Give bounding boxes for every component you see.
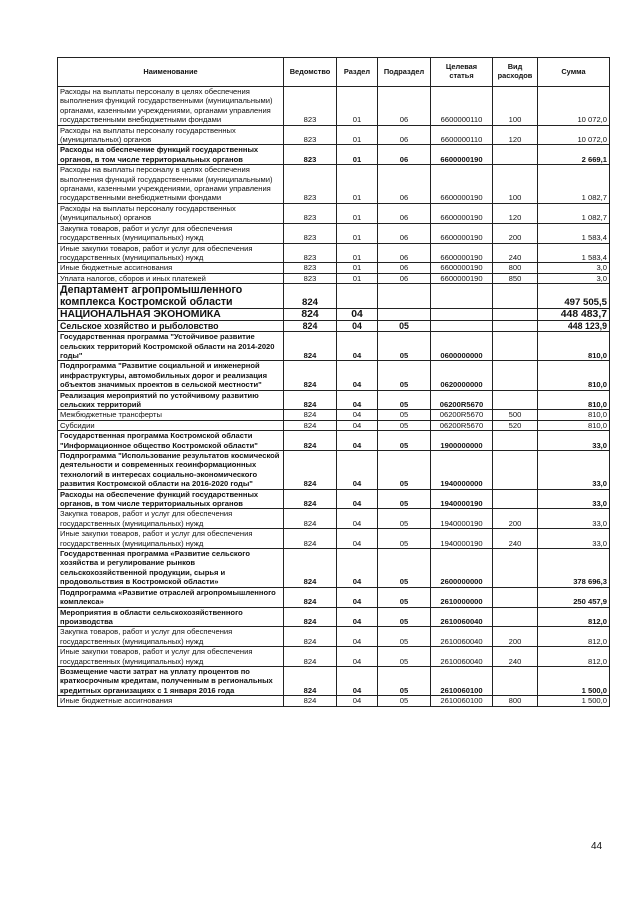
budget-table [57, 57, 610, 707]
header-amount: Сумма [538, 58, 610, 87]
table-row [58, 87, 610, 126]
cell-amount: 10 072,0 [538, 125, 610, 145]
table-row [58, 529, 610, 549]
cell-dept: 823 [284, 223, 337, 243]
table-row [58, 549, 610, 588]
cell-section: 04 [337, 587, 378, 607]
cell-amount: 812,0 [538, 627, 610, 647]
cell-dept: 823 [284, 165, 337, 204]
cell-exptype [493, 587, 538, 607]
cell-section: 04 [337, 309, 378, 321]
cell-target: 2610060040 [431, 607, 493, 627]
cell-dept: 824 [284, 696, 337, 706]
header-section: Раздел [337, 58, 378, 87]
cell-name: Расходы на выплаты персоналу в целях обеспечения выполнения функций государственными (муниципальными) органами, казенными учреждениями, органами управления государственными внебюджетными фондами [58, 87, 284, 126]
cell-target: 2610060040 [431, 647, 493, 667]
cell-name: Расходы на обеспечение функций государственных органов, в том числе территориальных органов [58, 489, 284, 509]
cell-name: Иные закупки товаров, работ и услуг для обеспечения государственных (муниципальных) нужд [58, 647, 284, 667]
cell-target: 1900000000 [431, 431, 493, 451]
cell-name: Расходы на выплаты персоналу в целях обеспечения выполнения функций государственными (муниципальными) органами, казенными учреждениями, органами управления государственными внебюджетными фондами [58, 165, 284, 204]
cell-subsection: 06 [378, 145, 431, 165]
cell-subsection: 05 [378, 549, 431, 588]
table-row [58, 273, 610, 283]
cell-exptype [493, 361, 538, 390]
cell-amount: 3,0 [538, 263, 610, 273]
cell-exptype [493, 332, 538, 361]
cell-amount: 812,0 [538, 647, 610, 667]
cell-dept: 824 [284, 284, 337, 309]
cell-name: Субсидии [58, 420, 284, 430]
cell-name: Департамент агропромышленного комплекса Костромской области [58, 284, 284, 309]
cell-subsection: 06 [378, 223, 431, 243]
cell-exptype [493, 451, 538, 490]
cell-section: 04 [337, 332, 378, 361]
cell-subsection: 05 [378, 647, 431, 667]
table-row [58, 410, 610, 420]
cell-amount: 33,0 [538, 509, 610, 529]
cell-target: 6600000110 [431, 125, 493, 145]
cell-name: Закупка товаров, работ и услуг для обеспечения государственных (муниципальных) нужд [58, 223, 284, 243]
cell-section: 04 [337, 321, 378, 332]
cell-dept: 824 [284, 390, 337, 410]
cell-name: Закупка товаров, работ и услуг для обеспечения государственных (муниципальных) нужд [58, 627, 284, 647]
cell-exptype: 240 [493, 647, 538, 667]
cell-exptype: 200 [493, 509, 538, 529]
cell-section: 04 [337, 420, 378, 430]
cell-name: Реализация мероприятий по устойчивому развитию сельских территорий [58, 390, 284, 410]
cell-amount: 448 123,9 [538, 321, 610, 332]
cell-dept: 824 [284, 420, 337, 430]
cell-section: 04 [337, 666, 378, 695]
cell-exptype [493, 549, 538, 588]
cell-amount: 33,0 [538, 451, 610, 490]
table-row [58, 431, 610, 451]
cell-target: 6600000190 [431, 145, 493, 165]
cell-target: 06200R5670 [431, 390, 493, 410]
cell-dept: 823 [284, 125, 337, 145]
cell-exptype: 100 [493, 87, 538, 126]
cell-dept: 824 [284, 549, 337, 588]
cell-amount: 812,0 [538, 607, 610, 627]
cell-subsection: 06 [378, 165, 431, 204]
cell-exptype [493, 309, 538, 321]
cell-exptype: 100 [493, 165, 538, 204]
cell-section: 04 [337, 509, 378, 529]
cell-subsection: 05 [378, 451, 431, 490]
cell-subsection: 05 [378, 321, 431, 332]
cell-exptype: 240 [493, 529, 538, 549]
cell-target: 6600000190 [431, 243, 493, 263]
cell-name: Расходы на выплаты персоналу государственных (муниципальных) органов [58, 125, 284, 145]
cell-name: Иные бюджетные ассигнования [58, 263, 284, 273]
table-header-row [58, 58, 610, 87]
cell-dept: 824 [284, 332, 337, 361]
cell-subsection: 05 [378, 587, 431, 607]
header-target: Целевая статья [431, 58, 493, 87]
cell-dept: 824 [284, 529, 337, 549]
cell-section: 04 [337, 647, 378, 667]
cell-dept: 823 [284, 145, 337, 165]
cell-section: 04 [337, 431, 378, 451]
cell-subsection: 05 [378, 410, 431, 420]
cell-section: 01 [337, 203, 378, 223]
cell-amount: 1 082,7 [538, 203, 610, 223]
cell-amount: 810,0 [538, 332, 610, 361]
cell-name: Государственная программа Костромской области "Информационное общество Костромской области" [58, 431, 284, 451]
cell-target: 2610060100 [431, 696, 493, 706]
cell-amount: 448 483,7 [538, 309, 610, 321]
cell-target: 6600000190 [431, 165, 493, 204]
cell-target: 2610000000 [431, 587, 493, 607]
cell-exptype: 520 [493, 420, 538, 430]
cell-exptype [493, 390, 538, 410]
cell-section: 04 [337, 489, 378, 509]
cell-section: 04 [337, 549, 378, 588]
cell-subsection: 06 [378, 273, 431, 283]
cell-name: Закупка товаров, работ и услуг для обеспечения государственных (муниципальных) нужд [58, 509, 284, 529]
cell-section: 04 [337, 627, 378, 647]
cell-subsection: 06 [378, 243, 431, 263]
cell-amount: 1 500,0 [538, 696, 610, 706]
cell-exptype: 200 [493, 627, 538, 647]
cell-name: Иные бюджетные ассигнования [58, 696, 284, 706]
cell-amount: 33,0 [538, 431, 610, 451]
cell-target: 06200R5670 [431, 410, 493, 420]
cell-subsection [378, 284, 431, 309]
cell-exptype [493, 489, 538, 509]
cell-amount: 33,0 [538, 529, 610, 549]
cell-amount: 810,0 [538, 410, 610, 420]
table-row [58, 125, 610, 145]
cell-name: Расходы на обеспечение функций государственных органов, в том числе территориальных органов [58, 145, 284, 165]
table-row [58, 165, 610, 204]
cell-amount: 33,0 [538, 489, 610, 509]
cell-subsection: 05 [378, 431, 431, 451]
cell-dept: 823 [284, 273, 337, 283]
cell-name: Подпрограмма "Использование результатов космической деятельности и современных геоинформационных технологий в интересах социально-экономического развития Костромской области на 2016-2020 годы" [58, 451, 284, 490]
cell-name: Иные закупки товаров, работ и услуг для обеспечения государственных (муниципальных) нужд [58, 243, 284, 263]
cell-name: Межбюджетные трансферты [58, 410, 284, 420]
cell-section: 04 [337, 410, 378, 420]
cell-target [431, 284, 493, 309]
table-row [58, 489, 610, 509]
cell-name: Государственная программа «Развитие сельского хозяйства и регулирование рынков сельскохозяйственной продукции, сырья и продовольствия в Костромской области» [58, 549, 284, 588]
cell-dept: 824 [284, 451, 337, 490]
cell-amount: 10 072,0 [538, 87, 610, 126]
cell-dept: 824 [284, 410, 337, 420]
cell-exptype: 200 [493, 223, 538, 243]
cell-amount: 1 500,0 [538, 666, 610, 695]
cell-exptype [493, 607, 538, 627]
cell-section: 01 [337, 87, 378, 126]
cell-subsection: 05 [378, 666, 431, 695]
table-row [58, 223, 610, 243]
cell-dept: 824 [284, 647, 337, 667]
cell-target: 6600000190 [431, 263, 493, 273]
cell-exptype: 240 [493, 243, 538, 263]
cell-exptype: 120 [493, 125, 538, 145]
cell-subsection [378, 309, 431, 321]
cell-name: Сельское хозяйство и рыболовство [58, 321, 284, 332]
cell-subsection: 06 [378, 125, 431, 145]
cell-subsection: 05 [378, 332, 431, 361]
cell-dept: 824 [284, 587, 337, 607]
cell-subsection: 06 [378, 87, 431, 126]
cell-target [431, 321, 493, 332]
cell-name: Уплата налогов, сборов и иных платежей [58, 273, 284, 283]
cell-target: 6600000190 [431, 273, 493, 283]
cell-exptype [493, 145, 538, 165]
table-row [58, 647, 610, 667]
cell-exptype: 500 [493, 410, 538, 420]
cell-section: 01 [337, 165, 378, 204]
cell-section: 04 [337, 361, 378, 390]
cell-dept: 824 [284, 309, 337, 321]
cell-name: Возмещение части затрат на уплату процентов по краткосрочным кредитам, полученным в региональных кредитных организациях с 1 января 2016 года [58, 666, 284, 695]
cell-subsection: 06 [378, 263, 431, 273]
page-number: 44 [591, 841, 603, 852]
table-row [58, 627, 610, 647]
cell-amount: 250 457,9 [538, 587, 610, 607]
cell-section: 01 [337, 125, 378, 145]
cell-subsection: 05 [378, 627, 431, 647]
cell-amount: 2 669,1 [538, 145, 610, 165]
cell-dept: 824 [284, 666, 337, 695]
cell-amount: 810,0 [538, 420, 610, 430]
cell-name: Государственная программа "Устойчивое развитие сельских территорий Костромской области на 2014-2020 годы" [58, 332, 284, 361]
cell-target: 6600000190 [431, 223, 493, 243]
cell-amount: 1 082,7 [538, 165, 610, 204]
cell-exptype [493, 431, 538, 451]
table-row [58, 696, 610, 706]
cell-amount: 810,0 [538, 361, 610, 390]
cell-amount: 378 696,3 [538, 549, 610, 588]
cell-dept: 824 [284, 431, 337, 451]
cell-exptype [493, 321, 538, 332]
table-row [58, 420, 610, 430]
cell-section: 04 [337, 390, 378, 410]
table-row [58, 607, 610, 627]
cell-dept: 823 [284, 87, 337, 126]
cell-target: 1940000190 [431, 489, 493, 509]
table-row [58, 666, 610, 695]
cell-dept: 823 [284, 243, 337, 263]
header-dept: Ведомство [284, 58, 337, 87]
cell-amount: 3,0 [538, 273, 610, 283]
cell-target: 6600000110 [431, 87, 493, 126]
cell-dept: 824 [284, 627, 337, 647]
cell-dept: 824 [284, 361, 337, 390]
cell-dept: 824 [284, 489, 337, 509]
cell-subsection: 05 [378, 420, 431, 430]
cell-section: 01 [337, 243, 378, 263]
cell-subsection: 05 [378, 607, 431, 627]
table-row [58, 332, 610, 361]
cell-dept: 824 [284, 321, 337, 332]
cell-target: 2610060100 [431, 666, 493, 695]
cell-subsection: 05 [378, 361, 431, 390]
cell-section: 04 [337, 607, 378, 627]
cell-name: НАЦИОНАЛЬНАЯ ЭКОНОМИКА [58, 309, 284, 321]
header-exptype: Вид расходов [493, 58, 538, 87]
table-row [58, 243, 610, 263]
cell-target: 1940000000 [431, 451, 493, 490]
cell-amount: 810,0 [538, 390, 610, 410]
cell-name: Подпрограмма "Развитие социальной и инженерной инфраструктуры, автомобильных дорог и реализация объектов значимых проектов в сельской местности" [58, 361, 284, 390]
cell-target: 0600000000 [431, 332, 493, 361]
header-name: Наименование [58, 58, 284, 87]
cell-dept: 823 [284, 263, 337, 273]
table-row [58, 451, 610, 490]
cell-dept: 824 [284, 607, 337, 627]
cell-amount: 497 505,5 [538, 284, 610, 309]
table-row [58, 145, 610, 165]
header-subsection: Подраздел [378, 58, 431, 87]
cell-dept: 824 [284, 509, 337, 529]
cell-section [337, 284, 378, 309]
cell-section: 01 [337, 263, 378, 273]
cell-section: 04 [337, 696, 378, 706]
cell-exptype [493, 284, 538, 309]
cell-exptype [493, 666, 538, 695]
table-row [58, 309, 610, 321]
table-row [58, 587, 610, 607]
cell-section: 04 [337, 529, 378, 549]
cell-target: 1940000190 [431, 509, 493, 529]
table-row [58, 509, 610, 529]
cell-exptype: 850 [493, 273, 538, 283]
cell-section: 01 [337, 273, 378, 283]
cell-exptype: 800 [493, 696, 538, 706]
cell-name: Расходы на выплаты персоналу государственных (муниципальных) органов [58, 203, 284, 223]
cell-dept: 823 [284, 203, 337, 223]
cell-subsection: 06 [378, 203, 431, 223]
cell-name: Иные закупки товаров, работ и услуг для обеспечения государственных (муниципальных) нужд [58, 529, 284, 549]
cell-section: 01 [337, 223, 378, 243]
cell-subsection: 05 [378, 696, 431, 706]
table-row [58, 321, 610, 332]
table-row [58, 203, 610, 223]
cell-subsection: 05 [378, 529, 431, 549]
cell-name: Мероприятия в области сельскохозяйственного производства [58, 607, 284, 627]
cell-amount: 1 583,4 [538, 243, 610, 263]
cell-section: 01 [337, 145, 378, 165]
cell-target [431, 309, 493, 321]
cell-exptype: 800 [493, 263, 538, 273]
cell-target: 2600000000 [431, 549, 493, 588]
cell-exptype: 120 [493, 203, 538, 223]
cell-target: 1940000190 [431, 529, 493, 549]
table-row [58, 284, 610, 309]
table-row [58, 263, 610, 273]
cell-subsection: 05 [378, 489, 431, 509]
cell-name: Подпрограмма «Развитие отраслей агропромышленного комплекса» [58, 587, 284, 607]
cell-subsection: 05 [378, 509, 431, 529]
cell-target: 0620000000 [431, 361, 493, 390]
cell-section: 04 [337, 451, 378, 490]
cell-target: 06200R5670 [431, 420, 493, 430]
cell-target: 2610060040 [431, 627, 493, 647]
cell-subsection: 05 [378, 390, 431, 410]
table-row [58, 390, 610, 410]
table-row [58, 361, 610, 390]
cell-target: 6600000190 [431, 203, 493, 223]
cell-amount: 1 583,4 [538, 223, 610, 243]
